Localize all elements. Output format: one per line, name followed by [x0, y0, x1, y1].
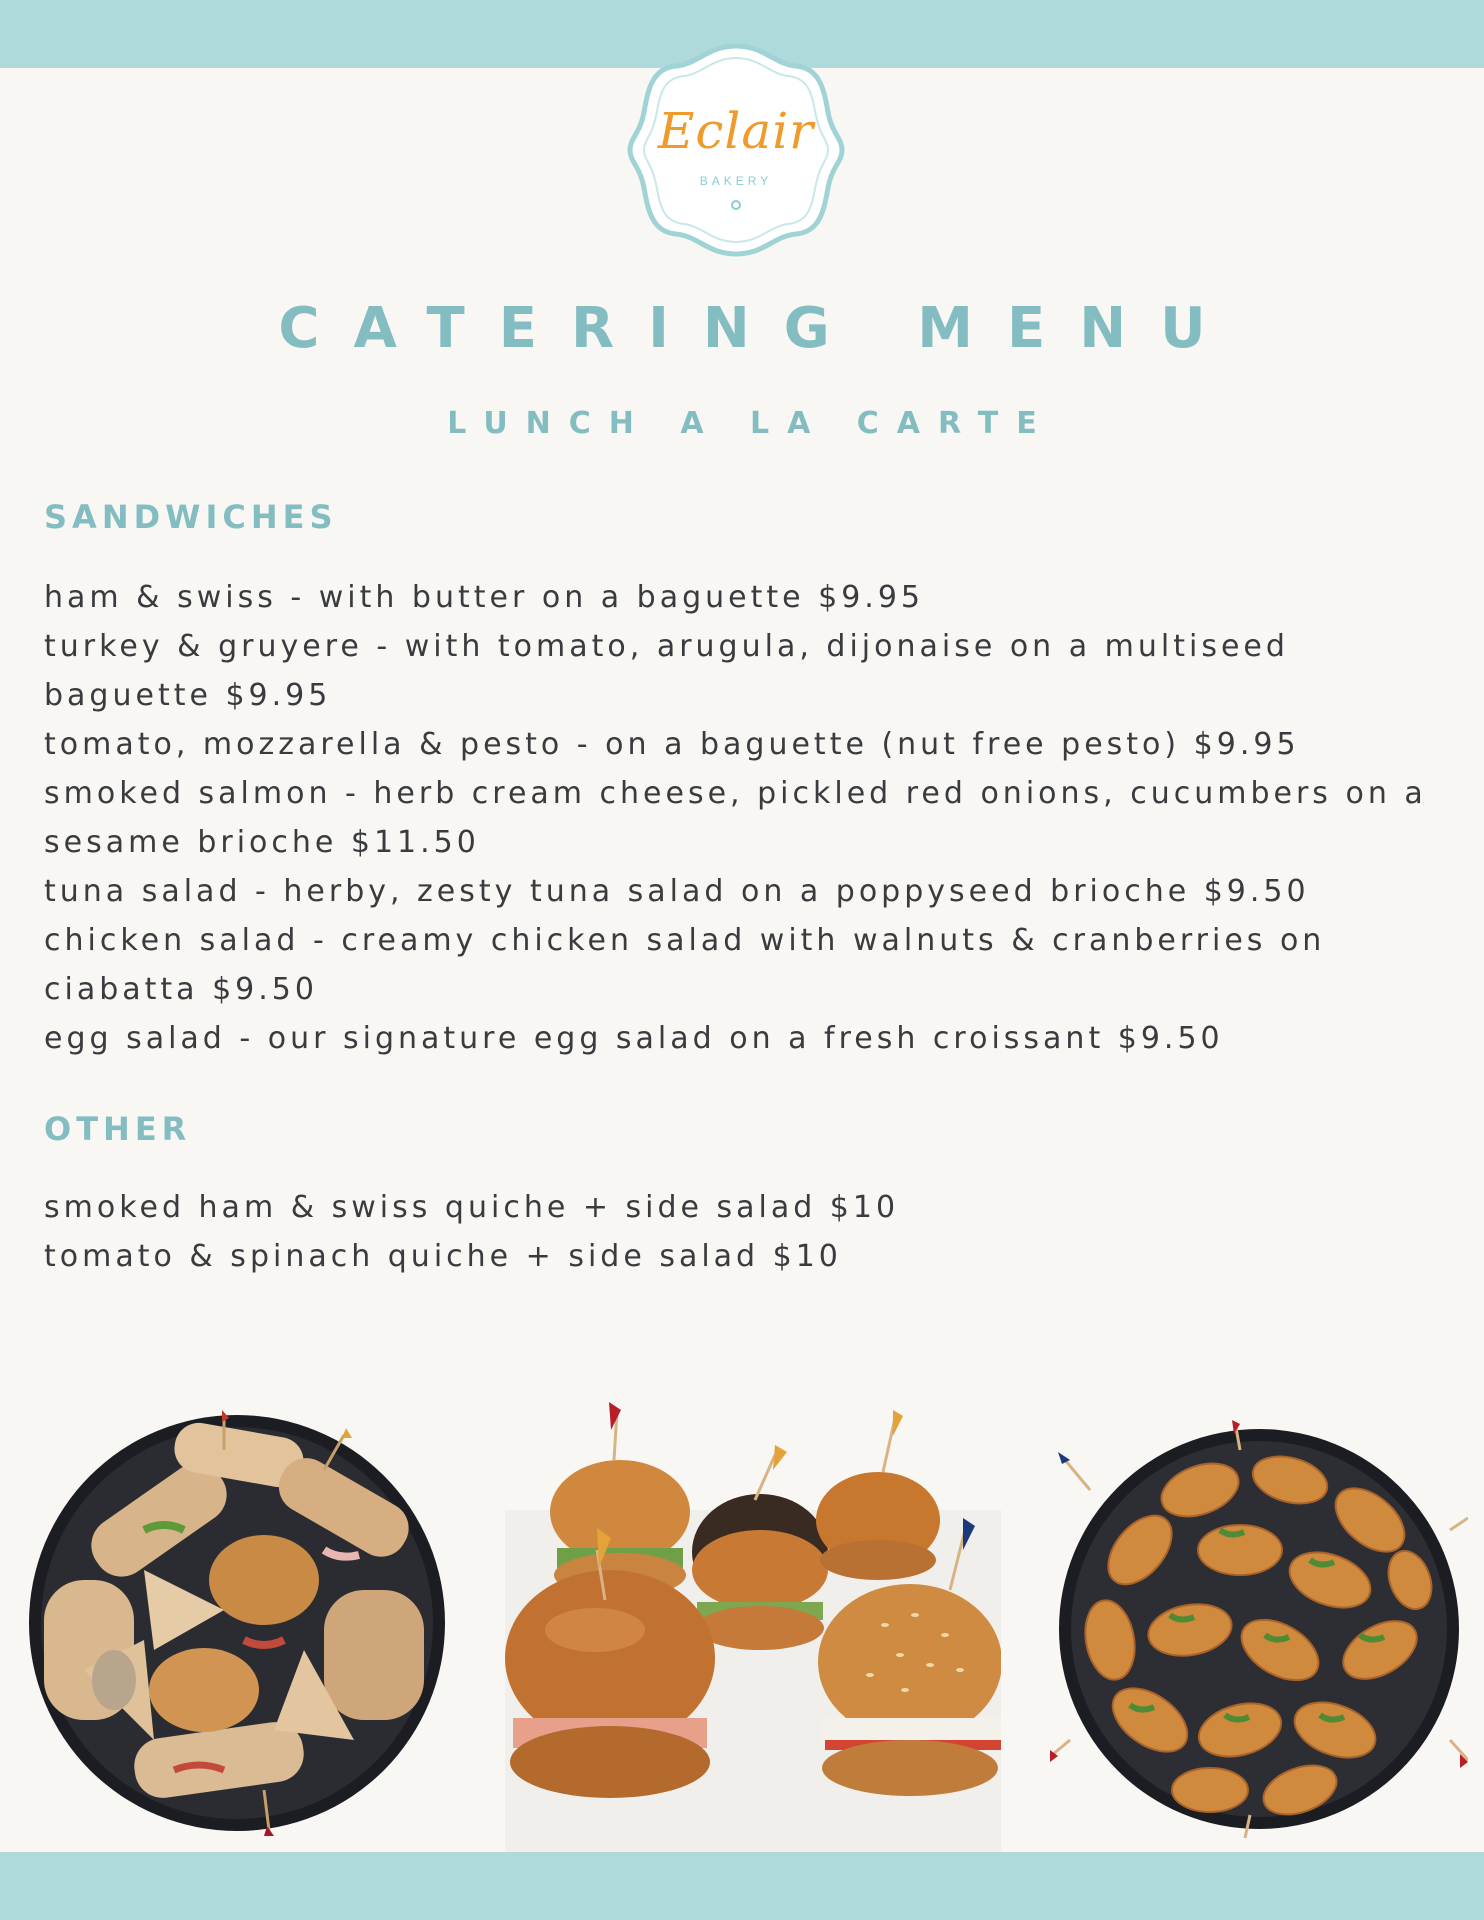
sandwiches-list — [44, 573, 1464, 1063]
list-item: turkey & gruyere - with tomato, arugula, dijonaise on a multiseed baguette $9.95 — [44, 629, 1289, 713]
sliders-photo — [505, 1400, 1001, 1858]
eclair-bakery-logo — [624, 38, 848, 262]
page-title: CATERING MENU — [278, 296, 1240, 361]
sandwich-platter-photo — [24, 1410, 450, 1836]
logo-dot — [731, 200, 741, 210]
list-item: tomato & spinach quiche + side salad $10 — [44, 1239, 842, 1274]
logo-subtitle: BAKERY — [699, 174, 773, 188]
croissant-platter-photo — [1050, 1420, 1468, 1838]
list-item: egg salad - our signature egg salad on a fresh croissant $9.50 — [44, 1021, 1224, 1056]
other-list — [44, 1183, 1464, 1281]
page-subtitle: LUNCH A LA CARTE — [447, 406, 1055, 441]
list-item: smoked ham & swiss quiche + side salad $10 — [44, 1190, 900, 1225]
section-heading-other: OTHER — [44, 1110, 192, 1148]
list-item: tomato, mozzarella & pesto - on a baguette (nut free pesto) $9.95 — [44, 727, 1300, 762]
list-item: smoked salmon - herb cream cheese, pickled red onions, cucumbers on a sesame brioche $11.50 — [44, 776, 1427, 860]
list-item: tuna salad - herby, zesty tuna salad on a poppyseed brioche $9.50 — [44, 874, 1310, 909]
logo-wordmark: Eclair — [657, 102, 815, 160]
list-item: chicken salad - creamy chicken salad with walnuts & cranberries on ciabatta $9.50 — [44, 923, 1326, 1007]
section-heading-sandwiches: SANDWICHES — [44, 498, 338, 536]
bottom-band — [0, 1852, 1484, 1920]
list-item: ham & swiss - with butter on a baguette $9.95 — [44, 580, 925, 615]
